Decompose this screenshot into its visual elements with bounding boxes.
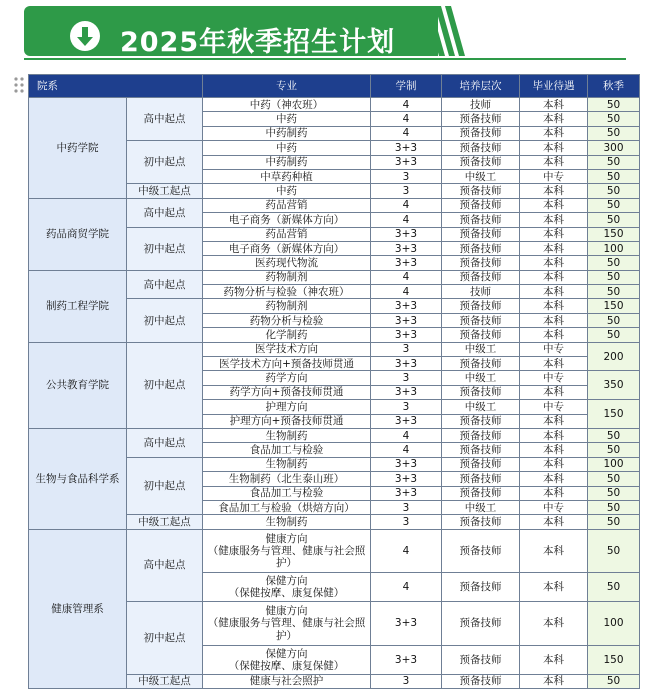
years-cell: 3+3 bbox=[371, 299, 442, 313]
quota-cell: 50 bbox=[588, 328, 640, 342]
graduation-cell: 本科 bbox=[520, 486, 588, 500]
entry-level-cell: 初中起点 bbox=[127, 227, 203, 270]
entry-level-cell: 初中起点 bbox=[127, 602, 203, 675]
years-cell: 4 bbox=[371, 428, 442, 442]
major-cell: 药学方向+预备技师贯通 bbox=[203, 385, 371, 399]
major-cell: 电子商务（新媒体方向） bbox=[203, 213, 371, 227]
years-cell: 4 bbox=[371, 285, 442, 299]
major-cell: 中药制药 bbox=[203, 126, 371, 140]
graduation-cell: 本科 bbox=[520, 529, 588, 573]
department-cell: 中药学院 bbox=[29, 98, 127, 199]
graduation-cell: 本科 bbox=[520, 357, 588, 371]
drag-handle-icon[interactable] bbox=[13, 76, 25, 94]
quota-cell: 50 bbox=[588, 155, 640, 169]
enrollment-table-container bbox=[28, 74, 640, 689]
graduation-cell: 本科 bbox=[520, 213, 588, 227]
graduation-cell: 中专 bbox=[520, 400, 588, 414]
quota-cell: 50 bbox=[588, 169, 640, 183]
major-cell: 药物制剂 bbox=[203, 270, 371, 284]
table-row bbox=[29, 198, 640, 212]
entry-level-cell: 初中起点 bbox=[127, 141, 203, 184]
graduation-cell: 本科 bbox=[520, 241, 588, 255]
training-level-cell: 预备技师 bbox=[442, 227, 520, 241]
major-cell: 化学制药 bbox=[203, 328, 371, 342]
quota-cell: 50 bbox=[588, 573, 640, 602]
years-cell: 3+3 bbox=[371, 385, 442, 399]
training-level-cell: 中级工 bbox=[442, 400, 520, 414]
graduation-cell: 本科 bbox=[520, 155, 588, 169]
major-cell: 护理方向 bbox=[203, 400, 371, 414]
entry-level-cell: 高中起点 bbox=[127, 198, 203, 227]
department-cell: 药品商贸学院 bbox=[29, 198, 127, 270]
years-cell: 3+3 bbox=[371, 357, 442, 371]
table-row bbox=[29, 98, 640, 112]
years-cell: 3+3 bbox=[371, 472, 442, 486]
entry-level-cell: 初中起点 bbox=[127, 457, 203, 515]
training-level-cell: 预备技师 bbox=[442, 602, 520, 646]
quota-cell: 150 bbox=[588, 645, 640, 674]
department-cell: 生物与食品科学系 bbox=[29, 428, 127, 529]
quota-cell: 50 bbox=[588, 428, 640, 442]
graduation-cell: 本科 bbox=[520, 328, 588, 342]
major-cell: 药品营销 bbox=[203, 198, 371, 212]
training-level-cell: 预备技师 bbox=[442, 328, 520, 342]
major-cell: 健康与社会照护 bbox=[203, 674, 371, 688]
entry-level-cell: 初中起点 bbox=[127, 299, 203, 342]
training-level-cell: 预备技师 bbox=[442, 256, 520, 270]
major-cell: 医学技术方向 bbox=[203, 342, 371, 356]
major-cell: 食品加工与检验（烘焙方向） bbox=[203, 500, 371, 514]
years-cell: 3 bbox=[371, 184, 442, 198]
years-cell: 4 bbox=[371, 573, 442, 602]
header-training-level: 培养层次 bbox=[442, 75, 520, 98]
years-cell: 3 bbox=[371, 674, 442, 688]
major-cell: 健康方向 （健康服务与管理、健康与社会照护） bbox=[203, 529, 371, 573]
graduation-cell: 本科 bbox=[520, 428, 588, 442]
years-cell: 4 bbox=[371, 98, 442, 112]
quota-cell: 50 bbox=[588, 500, 640, 514]
enrollment-table bbox=[28, 74, 640, 689]
training-level-cell: 预备技师 bbox=[442, 155, 520, 169]
graduation-cell: 本科 bbox=[520, 414, 588, 428]
major-cell: 生物制药 bbox=[203, 515, 371, 529]
department-cell: 健康管理系 bbox=[29, 529, 127, 688]
training-level-cell: 中级工 bbox=[442, 169, 520, 183]
training-level-cell: 预备技师 bbox=[442, 515, 520, 529]
years-cell: 4 bbox=[371, 213, 442, 227]
graduation-cell: 本科 bbox=[520, 443, 588, 457]
training-level-cell: 中级工 bbox=[442, 371, 520, 385]
major-cell: 中药 bbox=[203, 112, 371, 126]
graduation-cell: 本科 bbox=[520, 645, 588, 674]
quota-cell: 50 bbox=[588, 213, 640, 227]
graduation-cell: 中专 bbox=[520, 169, 588, 183]
entry-level-cell: 高中起点 bbox=[127, 529, 203, 602]
training-level-cell: 中级工 bbox=[442, 500, 520, 514]
graduation-cell: 本科 bbox=[520, 515, 588, 529]
training-level-cell: 技师 bbox=[442, 98, 520, 112]
graduation-cell: 本科 bbox=[520, 227, 588, 241]
major-cell: 生物制药（北生泰山班） bbox=[203, 472, 371, 486]
graduation-cell: 本科 bbox=[520, 112, 588, 126]
entry-level-cell: 中级工起点 bbox=[127, 184, 203, 198]
training-level-cell: 预备技师 bbox=[442, 112, 520, 126]
graduation-cell: 本科 bbox=[520, 98, 588, 112]
graduation-cell: 本科 bbox=[520, 299, 588, 313]
training-level-cell: 预备技师 bbox=[442, 414, 520, 428]
years-cell: 3+3 bbox=[371, 486, 442, 500]
graduation-cell: 本科 bbox=[520, 184, 588, 198]
graduation-cell: 本科 bbox=[520, 602, 588, 646]
quota-cell: 50 bbox=[588, 184, 640, 198]
training-level-cell: 预备技师 bbox=[442, 126, 520, 140]
years-cell: 4 bbox=[371, 529, 442, 573]
entry-level-cell: 中级工起点 bbox=[127, 515, 203, 529]
banner-rule bbox=[24, 58, 626, 60]
years-cell: 3+3 bbox=[371, 313, 442, 327]
major-cell: 生物制药 bbox=[203, 457, 371, 471]
quota-cell: 50 bbox=[588, 256, 640, 270]
entry-level-cell: 高中起点 bbox=[127, 270, 203, 299]
quota-cell: 150 bbox=[588, 299, 640, 313]
major-cell: 护理方向+预备技师贯通 bbox=[203, 414, 371, 428]
major-cell: 食品加工与检验 bbox=[203, 443, 371, 457]
graduation-cell: 中专 bbox=[520, 342, 588, 356]
major-cell: 保健方向 （保健按摩、康复保健） bbox=[203, 645, 371, 674]
years-cell: 4 bbox=[371, 270, 442, 284]
training-level-cell: 预备技师 bbox=[442, 573, 520, 602]
quota-cell: 50 bbox=[588, 443, 640, 457]
quota-cell: 50 bbox=[588, 270, 640, 284]
years-cell: 3+3 bbox=[371, 457, 442, 471]
major-cell: 生物制药 bbox=[203, 428, 371, 442]
training-level-cell: 预备技师 bbox=[442, 428, 520, 442]
quota-cell: 50 bbox=[588, 98, 640, 112]
training-level-cell: 技师 bbox=[442, 285, 520, 299]
training-level-cell: 预备技师 bbox=[442, 241, 520, 255]
table-header-row bbox=[29, 75, 640, 98]
training-level-cell: 预备技师 bbox=[442, 357, 520, 371]
years-cell: 3+3 bbox=[371, 602, 442, 646]
graduation-cell: 本科 bbox=[520, 141, 588, 155]
major-cell: 食品加工与检验 bbox=[203, 486, 371, 500]
quota-cell: 350 bbox=[588, 371, 640, 400]
training-level-cell: 预备技师 bbox=[442, 141, 520, 155]
quota-cell: 150 bbox=[588, 227, 640, 241]
years-cell: 4 bbox=[371, 112, 442, 126]
major-cell: 药物制剂 bbox=[203, 299, 371, 313]
major-cell: 药物分析与检验 bbox=[203, 313, 371, 327]
training-level-cell: 预备技师 bbox=[442, 472, 520, 486]
years-cell: 3+3 bbox=[371, 141, 442, 155]
header-years: 学制 bbox=[371, 75, 442, 98]
major-cell: 中药 bbox=[203, 184, 371, 198]
quota-cell: 100 bbox=[588, 457, 640, 471]
years-cell: 3 bbox=[371, 169, 442, 183]
quota-cell: 100 bbox=[588, 602, 640, 646]
years-cell: 3+3 bbox=[371, 414, 442, 428]
training-level-cell: 预备技师 bbox=[442, 270, 520, 284]
major-cell: 中药制药 bbox=[203, 155, 371, 169]
training-level-cell: 预备技师 bbox=[442, 457, 520, 471]
years-cell: 4 bbox=[371, 198, 442, 212]
entry-level-cell: 高中起点 bbox=[127, 428, 203, 457]
training-level-cell: 预备技师 bbox=[442, 443, 520, 457]
quota-cell: 50 bbox=[588, 486, 640, 500]
department-cell: 公共教育学院 bbox=[29, 342, 127, 428]
years-cell: 4 bbox=[371, 443, 442, 457]
quota-cell: 50 bbox=[588, 112, 640, 126]
training-level-cell: 预备技师 bbox=[442, 674, 520, 688]
graduation-cell: 本科 bbox=[520, 126, 588, 140]
header-graduation: 毕业待遇 bbox=[520, 75, 588, 98]
table-row bbox=[29, 342, 640, 356]
quota-cell: 50 bbox=[588, 126, 640, 140]
graduation-cell: 本科 bbox=[520, 472, 588, 486]
training-level-cell: 预备技师 bbox=[442, 486, 520, 500]
years-cell: 3 bbox=[371, 371, 442, 385]
graduation-cell: 本科 bbox=[520, 198, 588, 212]
training-level-cell: 预备技师 bbox=[442, 645, 520, 674]
years-cell: 3+3 bbox=[371, 328, 442, 342]
training-level-cell: 预备技师 bbox=[442, 385, 520, 399]
years-cell: 3 bbox=[371, 515, 442, 529]
graduation-cell: 本科 bbox=[520, 674, 588, 688]
page-title: 2025年秋季招生计划 bbox=[120, 27, 396, 58]
major-cell: 健康方向 （健康服务与管理、健康与社会照护） bbox=[203, 602, 371, 646]
major-cell: 保健方向 （保健按摩、康复保健） bbox=[203, 573, 371, 602]
training-level-cell: 预备技师 bbox=[442, 198, 520, 212]
training-level-cell: 预备技师 bbox=[442, 313, 520, 327]
years-cell: 3+3 bbox=[371, 227, 442, 241]
graduation-cell: 本科 bbox=[520, 285, 588, 299]
quota-cell: 50 bbox=[588, 515, 640, 529]
header-major: 专业 bbox=[203, 75, 371, 98]
graduation-cell: 本科 bbox=[520, 270, 588, 284]
years-cell: 3+3 bbox=[371, 256, 442, 270]
major-cell: 中药 bbox=[203, 141, 371, 155]
quota-cell: 50 bbox=[588, 198, 640, 212]
department-cell: 制药工程学院 bbox=[29, 270, 127, 342]
table-row bbox=[29, 529, 640, 573]
quota-cell: 50 bbox=[588, 529, 640, 573]
major-cell: 药物分析与检验（神农班） bbox=[203, 285, 371, 299]
graduation-cell: 本科 bbox=[520, 457, 588, 471]
quota-cell: 150 bbox=[588, 400, 640, 429]
years-cell: 3 bbox=[371, 342, 442, 356]
major-cell: 电子商务（新媒体方向） bbox=[203, 241, 371, 255]
years-cell: 3+3 bbox=[371, 155, 442, 169]
years-cell: 3 bbox=[371, 500, 442, 514]
quota-cell: 100 bbox=[588, 241, 640, 255]
graduation-cell: 中专 bbox=[520, 371, 588, 385]
entry-level-cell: 初中起点 bbox=[127, 342, 203, 428]
training-level-cell: 中级工 bbox=[442, 342, 520, 356]
years-cell: 4 bbox=[371, 126, 442, 140]
table-row bbox=[29, 270, 640, 284]
training-level-cell: 预备技师 bbox=[442, 299, 520, 313]
years-cell: 3 bbox=[371, 400, 442, 414]
quota-cell: 50 bbox=[588, 472, 640, 486]
graduation-cell: 本科 bbox=[520, 385, 588, 399]
graduation-cell: 本科 bbox=[520, 573, 588, 602]
years-cell: 3+3 bbox=[371, 241, 442, 255]
major-cell: 药品营销 bbox=[203, 227, 371, 241]
major-cell: 中药（神农班） bbox=[203, 98, 371, 112]
quota-cell: 50 bbox=[588, 285, 640, 299]
down-arrow-circle-icon bbox=[70, 21, 100, 51]
major-cell: 中草药种植 bbox=[203, 169, 371, 183]
graduation-cell: 本科 bbox=[520, 313, 588, 327]
entry-level-cell: 高中起点 bbox=[127, 98, 203, 141]
major-cell: 医学技术方向+预备技师贯通 bbox=[203, 357, 371, 371]
training-level-cell: 预备技师 bbox=[442, 529, 520, 573]
quota-cell: 50 bbox=[588, 674, 640, 688]
banner-stripes bbox=[425, 6, 465, 56]
years-cell: 3+3 bbox=[371, 645, 442, 674]
major-cell: 医药现代物流 bbox=[203, 256, 371, 270]
header-dept: 院系 bbox=[29, 75, 203, 98]
quota-cell: 50 bbox=[588, 313, 640, 327]
graduation-cell: 中专 bbox=[520, 500, 588, 514]
training-level-cell: 预备技师 bbox=[442, 184, 520, 198]
quota-cell: 200 bbox=[588, 342, 640, 371]
table-row bbox=[29, 428, 640, 442]
training-level-cell: 预备技师 bbox=[442, 213, 520, 227]
major-cell: 药学方向 bbox=[203, 371, 371, 385]
title-banner bbox=[24, 6, 438, 56]
header-autumn-quota: 秋季 bbox=[588, 75, 640, 98]
quota-cell: 300 bbox=[588, 141, 640, 155]
graduation-cell: 本科 bbox=[520, 256, 588, 270]
entry-level-cell: 中级工起点 bbox=[127, 674, 203, 688]
